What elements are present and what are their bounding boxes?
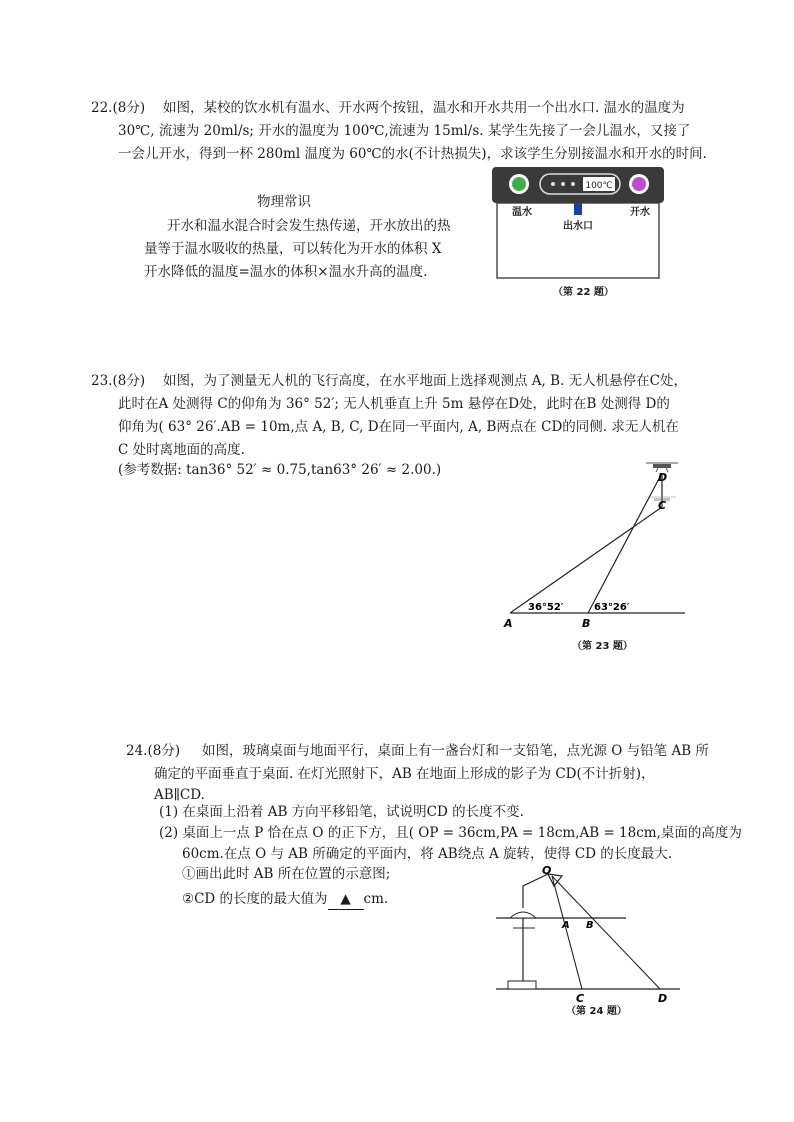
q23-figure [500,455,690,635]
point-A-label: A [504,617,513,630]
q24-sub1: (1) 在桌面上沿着 AB 方向平移铅笔，试说明CD 的长度不变. [159,804,524,820]
indicator-dot [571,182,575,186]
q22-caption: （第 22 题） [553,287,614,298]
warm-label: 温水 [512,207,532,218]
point-C-label: C [576,992,585,1005]
q22-note-line2: 量等于温水吸收的热量，可以转化为开水的体积 X [144,241,442,257]
q24-sub2-part1: ①画出此时 AB 所在位置的示意图; [182,866,391,882]
point-D-label: D [658,992,668,1005]
angle-B-label: 63°26′ [594,602,630,613]
q24-line1: 如图，玻璃桌面与地面平行，桌面上有一盏台灯和一支铅笔，点光源 O 与铅笔 AB 所 [202,743,709,759]
point-C-label: C [658,499,667,512]
point-B-label: B [582,617,591,630]
q22-line2: 30℃, 流速为 20ml/s; 开水的温度为 100℃,流速为 15ml/s. 某学生先接了一会儿温水，又接了 [118,123,691,139]
q24-line3: AB∥CD. [154,787,205,803]
indicator-dot [551,182,555,186]
q23-reference-data: (参考数据: tan36° 52′ ≈ 0.75,tan63° 26′ ≈ 2.00.) [118,462,442,478]
q22-line3: 一会儿开水，得到一杯 280ml 温度为 60℃的水(不计热损失)，求该学生分别接温水和开水的时间. [118,146,707,162]
water-outlet [574,203,582,215]
table-foot [508,981,536,989]
q22-note-line1: 开水和温水混合时会发生热传递，开水放出的热 [167,218,451,234]
outlet-label: 出水口 [563,221,593,232]
water-dispenser-diagram [490,165,665,300]
q24-part2-prefix: ②CD 的长度的最大值为 [182,891,328,907]
indicator-dot [561,182,565,186]
q24-number: 24.(8分) [126,743,181,759]
q24-figure [488,862,688,1012]
warm-water-button [512,177,526,191]
q24-part2-suffix: cm. [363,891,389,907]
hot-label: 开水 [630,207,650,218]
point-A-label: A [562,920,570,931]
lamp-shadow-diagram [488,862,688,1012]
q22-note-line3: 开水降低的温度=温水的体积×温水升高的温度. [144,264,428,280]
q24-sub2-line2: 60cm.在点 O 与 AB 所确定的平面内，将 AB绕点 A 旋转，使得 CD 的长度最大. [182,846,673,862]
q22-line1: 如图，某校的饮水机有温水、开水两个按钮，温水和开水共用一个出水口. 温水的温度为 [163,100,685,116]
point-O-label: O [542,864,552,877]
line-BD [588,473,662,613]
lamp-base [510,912,536,918]
ray-OC [552,876,582,989]
lamp-arm [523,874,548,908]
ray-OD [552,876,660,989]
q23-line1: 如图，为了测量无人机的飞行高度，在水平地面上选择观测点 A, B. 无人机悬停在C处， [163,373,687,389]
q24-sub2-part2 [182,889,388,910]
drone-diagram [500,455,690,635]
q23-number: 23.(8分) [91,373,146,389]
q23-line3: 仰角为( 63° 26′.AB = 10m,点 A, B, C, D在同一平面内, A, B两点在 CD的同侧. 求无人机在 [118,419,679,435]
q23-line4: C 处时离地面的高度. [118,442,245,458]
q23-line2: 此时在A 处测得 C的仰角为 36° 52′; 无人机垂直上升 5m 悬停在D处，此时在B 处测得 D的 [118,396,670,412]
angle-A-label: 36°52′ [528,602,564,613]
hot-water-button [632,177,646,191]
q24-line2: 确定的平面垂直于桌面. 在灯光照射下，AB 在地面上形成的影子为 CD(不计折射)， [154,766,655,782]
point-D-label: D [658,471,668,484]
q23-caption: （第 23 题） [572,641,633,652]
q24-caption: （第 24 题） [566,1006,627,1017]
q24-sub2-line1: (2) 桌面上一点 P 恰在点 O 的正下方，且( OP = 36cm,PA = 18cm,AB = 18cm,桌面的高度为 [159,825,742,841]
line-AC [510,507,662,613]
q22-figure [490,165,665,300]
q22-number: 22.(8分) [91,100,146,116]
temperature-readout: 100℃ [585,181,613,191]
q22-note-title: 物理常识 [257,194,311,210]
point-B-label: B [586,920,594,931]
answer-blank[interactable]: ▲ [328,889,364,910]
